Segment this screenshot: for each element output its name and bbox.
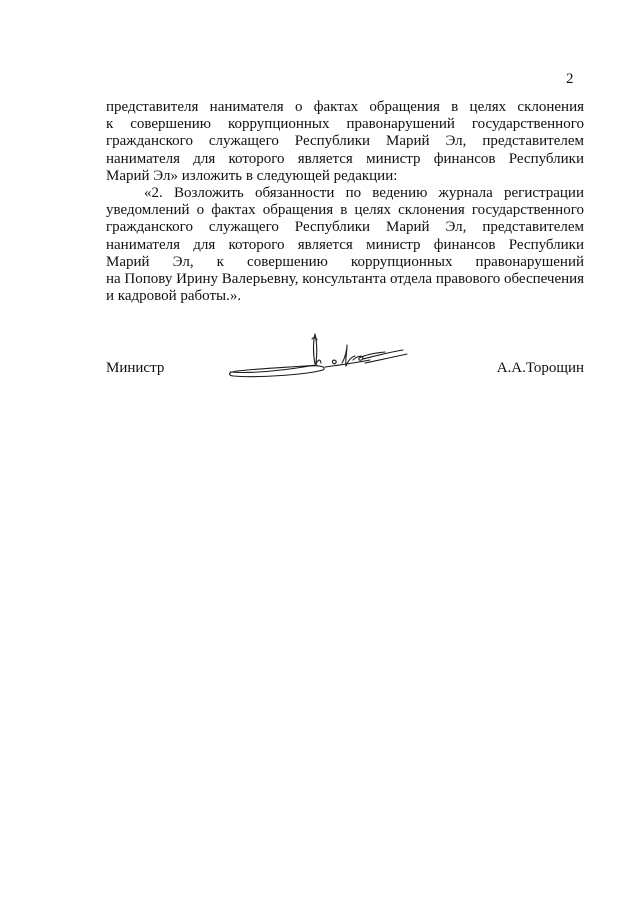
- paragraph-1-line: представителя нанимателя о фактах обращения в целях склонения: [106, 99, 584, 115]
- paragraph-1-line: Марий Эл» изложить в следующей редакции:: [106, 167, 398, 184]
- page-number: 2: [566, 71, 574, 87]
- paragraph-2-line: уведомлений о фактах обращения в целях склонения государственного: [106, 202, 584, 219]
- paragraph-2-line: «2. Возложить обязанности по ведению журнала регистрации: [144, 185, 584, 202]
- paragraph-2-line: нанимателя для которого является министр финансов Республики: [106, 236, 584, 253]
- paragraph-1-line: к совершению коррупционных правонарушений государственного: [106, 116, 584, 133]
- paragraph-2-line: гражданского служащего Республики Марий Эл, представителем: [106, 219, 584, 236]
- paragraph-2: [106, 185, 584, 305]
- signature-block: [106, 360, 584, 384]
- paragraph-2-line: и кадровой работы.».: [106, 288, 242, 305]
- signatory-title: Министр: [106, 360, 165, 376]
- paragraph-2-line: на Попову Ирину Валерьевну, консультанта отдела правового обеспечения: [106, 271, 585, 288]
- paragraph-2-line: Марий Эл, к совершению коррупционных правонарушений: [106, 253, 584, 270]
- document-body: [106, 99, 584, 305]
- paragraph-1-line: гражданского служащего Республики Марий Эл, представителем: [106, 133, 584, 150]
- signatory-name: А.А.Торощин: [496, 360, 584, 376]
- paragraph-1: [106, 99, 584, 185]
- paragraph-1-line: нанимателя для которого является министр финансов Республики: [106, 150, 584, 167]
